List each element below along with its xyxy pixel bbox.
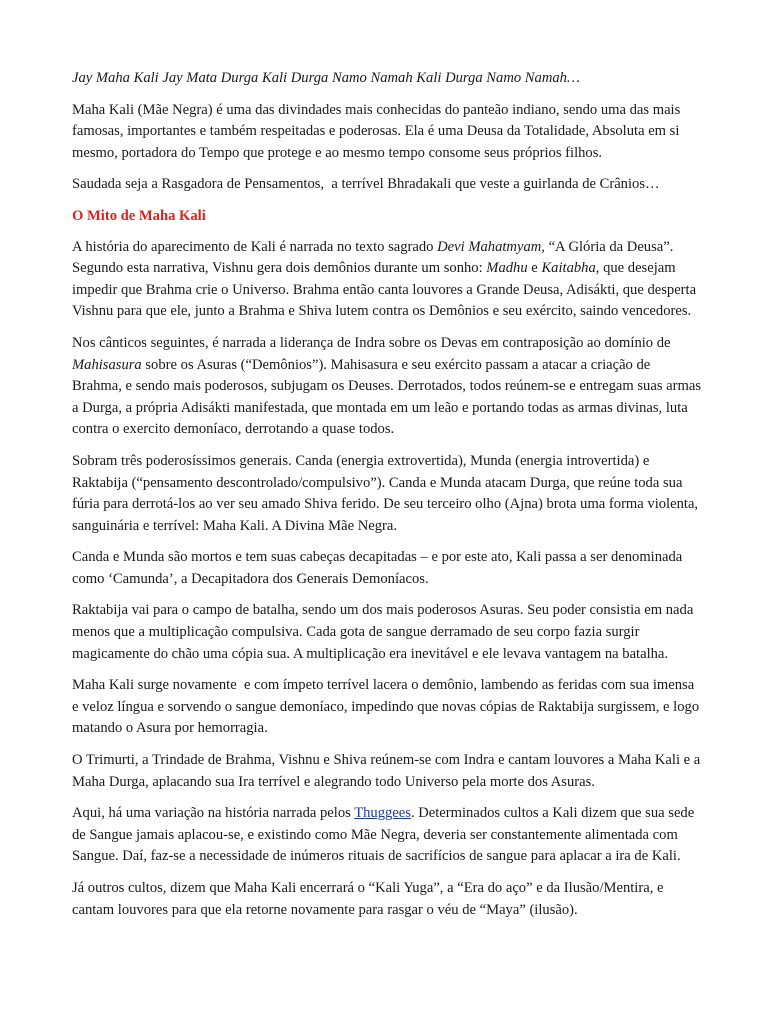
variation-paragraph — [72, 803, 702, 868]
myth-paragraph-7: O Trimurti, a Trindade de Brahma, Vishnu e Shiva reúnem-se com Indra e cantam louvores a Maha Kali e a Maha Durga, aplacando sua Ira terrível e alegrando todo Universo pela morte dos Asuras. — [72, 752, 704, 790]
text-run: Nos cânticos seguintes, é narrada a liderança de Indra sobre os Devas em contraposição ao domínio de — [72, 334, 675, 351]
text-name-mahisasura: Mahisasura — [72, 356, 142, 373]
text-run: e — [527, 260, 542, 277]
myth-paragraph-6: Maha Kali surge novamente e com ímpeto terrível lacera o demônio, lambendo as feridas com sua imensa e veloz língua e sorvendo o sangue demoníaco, impedindo que novas cópias de Raktabija surgissem, e logo matando o Asura por hemorragia. — [72, 677, 703, 737]
text-title-devi-mahatmyam: Devi Mahatmyam — [437, 238, 542, 255]
text-run: , “A Glória da Deusa”. Segundo esta narrativa, Vishnu gera dois demônios durante um sonho: — [72, 238, 678, 277]
text-run: Aqui, há uma variação na história narrada pelos — [72, 805, 355, 822]
text-run: . Determinados cultos a Kali dizem que sua sede de Sangue jamais aplacou-se, e existindo como Mãe Negra, deveria ser constantemente alimentada com Sangue. Daí, faz-se a necessidade de inúmeros rituais de sacrifícios de sangue para aplacar a ira de Kali. — [72, 805, 698, 865]
thuggees-link[interactable]: Thuggees — [354, 805, 411, 822]
text-run: sobre os Asuras (“Demônios”). Mahisasura e seu exército passam a atacar a criação de Brahma, e sendo mais poderosos, subjugam os Deuses. Derrotados, todos reúnem-se e entregam suas armas a Durga, a própria Adisákti manifestada, que montada em um leão e portando todas as armas divinas, luta contra o exercito demoníaco, derrotando a quase todos. — [72, 356, 705, 438]
myth-paragraph-2 — [72, 333, 705, 441]
closing-paragraph: Já outros cultos, dizem que Maha Kali encerrará o “Kali Yuga”, a “Era do aço” e da Ilusão/Mentira, e cantam louvores para que ela retorne novamente para rasgar o véu de “Maya” (ilusão). — [72, 880, 668, 918]
section-heading: O Mito de Maha Kali — [72, 207, 206, 224]
salutation-paragraph: Saudada seja a Rasgadora de Pensamentos, a terrível Bhradakali que veste a guirlanda de Crânios… — [72, 176, 660, 193]
intro-paragraph: Maha Kali (Mãe Negra) é uma das divindades mais conhecidas do panteão indiano, sendo uma das mais famosas, importantes e também respeitadas e poderosas. Ela é uma Deusa da Totalidade, Absoluta em si mesmo, portadora do Tempo que protege e ao mesmo tempo consome seus próprios filhos. — [72, 101, 684, 161]
text-run: , que desejam impedir que Brahma crie o Universo. Brahma então canta louvores a Grande Deusa, Adisákti, que desperta Vishnu para que ele, junto a Brahma e Shiva lutem contra os Demônios e seu exército, saindo vencedores. — [72, 260, 700, 320]
document-page — [72, 68, 705, 931]
myth-paragraph-5: Raktabija vai para o campo de batalha, sendo um dos mais poderosos Asuras. Seu poder consistia em nada menos que a multiplicação compulsiva. Cada gota de sangue derramado de seu corpo fazia surgir magicamente do chão uma cópia sua. A multiplicação era inevitável e ele levava vantagem na batalha. — [72, 602, 697, 662]
text-name-kaitabha: Kaitabha — [541, 260, 596, 277]
myth-paragraph-4: Canda e Munda são mortos e tem suas cabeças decapitadas – e por este ato, Kali passa a ser denominada como ‘Camunda’, a Decapitadora dos Generais Demoníacos. — [72, 549, 686, 587]
text-name-madhu: Madhu — [486, 260, 528, 277]
myth-paragraph-3: Sobram três poderosíssimos generais. Canda (energia extrovertida), Munda (energia introvertida) e Raktabija (“pensamento descontrolado/compulsivo”). Canda e Munda atacam Durga, que reúne toda sua fúria para derrotá-los ao ver seu amado Shiva ferido. De seu terceiro olho (Ajna) brota uma forma violenta, sanguinária e terrível: Maha Kali. A Divina Mãe Negra. — [72, 452, 702, 534]
text-run: A história do aparecimento de Kali é narrada no texto sagrado — [72, 238, 438, 255]
mantra-line: Jay Maha Kali Jay Mata Durga Kali Durga Namo Namah Kali Durga Namo Namah… — [72, 70, 580, 86]
myth-paragraph-1 — [72, 237, 702, 323]
